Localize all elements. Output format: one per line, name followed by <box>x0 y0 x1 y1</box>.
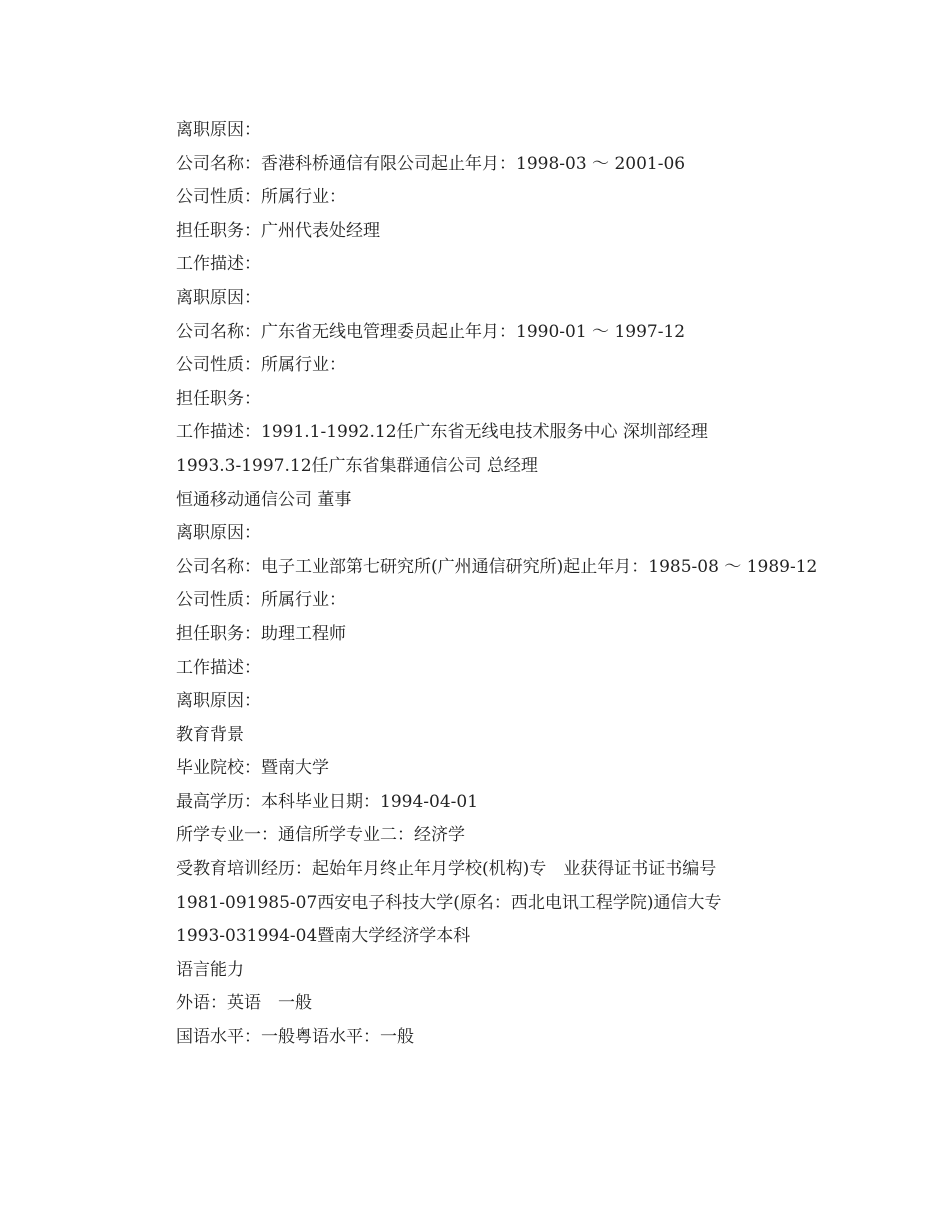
text-line: 工作描述： <box>176 657 261 678</box>
text-line-wrapped: 公司名称：电子工业部第七研究所(广州通信研究所)起止年月：1985-08 ～ 1989-12 <box>176 556 818 577</box>
text-line: 离职原因： <box>176 120 261 140</box>
text-line: 恒通移动通信公司 董事 <box>176 489 352 510</box>
text-line: 最高学历：本科毕业日期：1994-04-01 <box>176 791 479 812</box>
section-heading-language: 语言能力 <box>176 959 244 980</box>
text-line: 1981-091985-07西安电子科技大学(原名：西北电讯工程学院)通信大专 <box>176 892 722 913</box>
text-line: 工作描述：1991.1-1992.12任广东省无线电技术服务中心 深圳部经理 <box>176 422 708 443</box>
text-line: 公司名称：广东省无线电管理委员起止年月：1990-01 ～ 1997-12 <box>176 321 686 342</box>
text-line: 担任职务： <box>176 388 261 409</box>
resume-body <box>140 114 830 1055</box>
text-line: 毕业院校：暨南大学 <box>176 758 329 779</box>
section-heading-education: 教育背景 <box>176 724 244 745</box>
text-line: 公司性质：所属行业： <box>176 355 346 376</box>
text-line: 1993-031994-04暨南大学经济学本科 <box>176 926 471 947</box>
text-line: 受教育培训经历：起始年月终止年月学校(机构)专 业获得证书证书编号 <box>176 859 717 880</box>
text-line: 担任职务：广州代表处经理 <box>176 220 380 241</box>
text-line: 国语水平：一般粤语水平：一般 <box>176 1027 414 1048</box>
text-line: 公司性质：所属行业： <box>176 187 346 208</box>
text-line: 担任职务：助理工程师 <box>176 623 346 644</box>
text-line: 所学专业一：通信所学专业二：经济学 <box>176 825 465 846</box>
text-line: 公司名称：香港科桥通信有限公司起止年月：1998-03 ～ 2001-06 <box>176 153 686 174</box>
text-line: 外语：英语 一般 <box>176 993 312 1014</box>
text-line: 公司性质：所属行业： <box>176 590 346 611</box>
text-line: 1993.3-1997.12任广东省集群通信公司 总经理 <box>176 455 538 476</box>
text-line: 离职原因： <box>176 287 261 308</box>
text-line: 工作描述： <box>176 254 261 275</box>
text-line: 离职原因： <box>176 523 261 544</box>
text-line: 离职原因： <box>176 691 261 712</box>
